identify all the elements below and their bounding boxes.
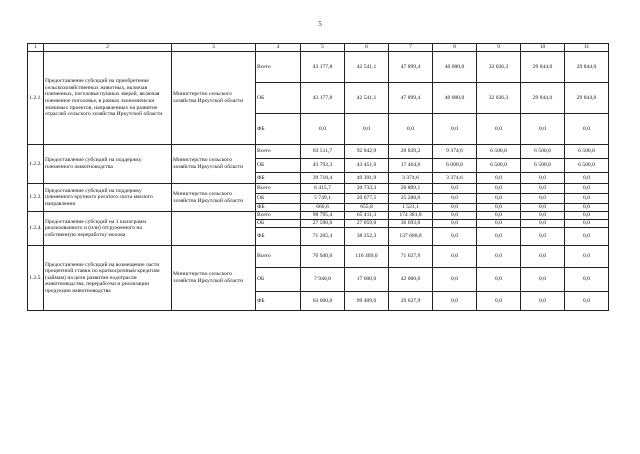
value-cell: 40 000,0 <box>433 83 477 114</box>
value-cell: 9 374,6 <box>433 145 477 159</box>
row-department: Министерство сельского хозяйства Иркутской области <box>172 246 256 311</box>
value-cell: 0,0 <box>565 292 609 311</box>
value-cell: 6 000,0 <box>433 159 477 173</box>
value-cell: 29 627,9 <box>389 292 433 311</box>
value-cell: 3 374,6 <box>433 173 477 184</box>
value-cell: 0,0 <box>477 204 521 212</box>
funding-source: Всего <box>256 145 301 159</box>
value-cell: 0,0 <box>477 212 521 220</box>
row-code: 1.2.3. <box>28 184 44 212</box>
funding-source: Всего <box>256 52 301 83</box>
value-cell: 17 464,6 <box>389 159 433 173</box>
value-cell: 0,0 <box>477 194 521 204</box>
column-number-2: 2 <box>44 44 172 52</box>
row-code: 1.2.2. <box>28 145 44 184</box>
table-row <box>28 52 609 83</box>
value-cell: 0,0 <box>477 228 521 246</box>
value-cell: 47 899,4 <box>389 52 433 83</box>
value-cell: 25 288,0 <box>389 194 433 204</box>
row-code: 1.2.5. <box>28 246 44 311</box>
value-cell: 0,0 <box>521 220 565 228</box>
value-cell: 43 177,8 <box>301 83 345 114</box>
value-cell: 6 415,7 <box>301 184 345 194</box>
column-number-row <box>28 44 609 52</box>
value-cell: 0,0 <box>433 212 477 220</box>
value-cell: 43 793,3 <box>301 159 345 173</box>
value-cell: 40 000,0 <box>433 52 477 83</box>
row-name: Предоставление субсидий на приобретение сельскохозяйственных животных, включая племенных, поголовья пушных зверей, включая племенное поголовье, в рамках экономически значимых проектов, направленных на развитие отраслей сельского хозяйства Иркутской области <box>44 52 172 145</box>
table-body <box>28 44 609 311</box>
funding-source: ФБ <box>256 228 301 246</box>
value-cell: 0,0 <box>521 204 565 212</box>
value-cell: 71 627,9 <box>389 246 433 268</box>
funding-source: ФБ <box>256 204 301 212</box>
value-cell: 42 541,1 <box>345 52 389 83</box>
value-cell: 32 036,3 <box>477 52 521 83</box>
value-cell: 0,0 <box>433 228 477 246</box>
row-code: 1.2.4. <box>28 212 44 246</box>
funding-source: ФБ <box>256 173 301 184</box>
column-number-5: 5 <box>301 44 345 52</box>
column-number-4: 4 <box>256 44 301 52</box>
value-cell: 0,0 <box>521 114 565 145</box>
column-number-1: 1 <box>28 44 44 52</box>
value-cell: 70 940,0 <box>301 246 345 268</box>
value-cell: 0,0 <box>521 246 565 268</box>
value-cell: 666,6 <box>301 204 345 212</box>
value-cell: 6 500,0 <box>565 145 609 159</box>
value-cell: 42 000,0 <box>389 268 433 292</box>
value-cell: 38 352,3 <box>345 228 389 246</box>
row-department: Министерство сельского хозяйства Иркутской области <box>172 145 256 184</box>
value-cell: 0,0 <box>433 114 477 145</box>
value-cell: 99 409,0 <box>345 292 389 311</box>
value-cell: 29 844,0 <box>565 52 609 83</box>
row-name: Предоставление субсидий на 1 килограмм реализованного и (или) отгруженного на собственную переработку молока <box>44 212 172 246</box>
value-cell: 7 940,0 <box>301 268 345 292</box>
value-cell: 137 688,8 <box>389 228 433 246</box>
value-cell: 49 391,9 <box>345 173 389 184</box>
value-cell: 6 500,0 <box>477 145 521 159</box>
value-cell: 98 795,4 <box>301 212 345 220</box>
value-cell: 65 411,3 <box>345 212 389 220</box>
column-number-10: 10 <box>521 44 565 52</box>
funding-source: ОБ <box>256 268 301 292</box>
value-cell: 3 374,6 <box>389 173 433 184</box>
value-cell: 43 451,0 <box>345 159 389 173</box>
budget-table <box>27 43 609 311</box>
value-cell: 32 036,3 <box>477 83 521 114</box>
value-cell: 20 077,5 <box>345 194 389 204</box>
value-cell: 0,0 <box>565 220 609 228</box>
value-cell: 83 511,7 <box>301 145 345 159</box>
value-cell: 36 693,0 <box>389 220 433 228</box>
value-cell: 0,0 <box>433 204 477 212</box>
column-number-9: 9 <box>477 44 521 52</box>
value-cell: 17 000,0 <box>345 268 389 292</box>
funding-source: ОБ <box>256 194 301 204</box>
value-cell: 42 541,1 <box>345 83 389 114</box>
value-cell: 39 718,4 <box>301 173 345 184</box>
row-name: Предоставление субсидий на возмещение части процентной ставки по краткосрочным кредитам (займам) на цели развития подотрасли животноводства, переработки и реализации продукции животноводства <box>44 246 172 311</box>
table-row <box>28 212 609 220</box>
value-cell: 6 500,0 <box>521 145 565 159</box>
value-cell: 6 500,0 <box>565 159 609 173</box>
value-cell: 0,0 <box>433 268 477 292</box>
value-cell: 29 844,0 <box>521 52 565 83</box>
value-cell: 0,0 <box>565 204 609 212</box>
value-cell: 0,0 <box>565 114 609 145</box>
table-row <box>28 246 609 268</box>
value-cell: 43 177,8 <box>301 52 345 83</box>
value-cell: 116 409,0 <box>345 246 389 268</box>
value-cell: 0,0 <box>477 173 521 184</box>
value-cell: 29 844,0 <box>565 83 609 114</box>
value-cell: 6 500,0 <box>477 159 521 173</box>
funding-source: Всего <box>256 246 301 268</box>
value-cell: 0,0 <box>565 184 609 194</box>
funding-source: ФБ <box>256 114 301 145</box>
funding-source: Всего <box>256 184 301 194</box>
value-cell: 6 500,0 <box>521 159 565 173</box>
value-cell: 174 381,8 <box>389 212 433 220</box>
value-cell: 0,0 <box>477 220 521 228</box>
column-number-8: 8 <box>433 44 477 52</box>
funding-source: ОБ <box>256 159 301 173</box>
row-department: Министерство сельского хозяйства Иркутской области <box>172 52 256 145</box>
value-cell: 0,0 <box>565 194 609 204</box>
value-cell: 0,0 <box>565 212 609 220</box>
row-department: Министерство сельского хозяйства Иркутской области <box>172 184 256 212</box>
value-cell: 0,0 <box>565 246 609 268</box>
value-cell: 0,0 <box>565 228 609 246</box>
column-number-11: 11 <box>565 44 609 52</box>
funding-source: ОБ <box>256 220 301 228</box>
table-row <box>28 184 609 194</box>
row-code: 1.2.1. <box>28 52 44 145</box>
value-cell: 47 899,4 <box>389 83 433 114</box>
column-number-6: 6 <box>345 44 389 52</box>
value-cell: 0,0 <box>521 194 565 204</box>
value-cell: 655,8 <box>345 204 389 212</box>
funding-source: ОБ <box>256 83 301 114</box>
value-cell: 63 000,0 <box>301 292 345 311</box>
value-cell: 92 842,9 <box>345 145 389 159</box>
funding-source: ФБ <box>256 292 301 311</box>
column-number-3: 3 <box>172 44 256 52</box>
value-cell: 0,0 <box>389 114 433 145</box>
value-cell: 0,0 <box>345 114 389 145</box>
page-number: 5 <box>318 20 322 28</box>
value-cell: 5 749,1 <box>301 194 345 204</box>
row-name: Предоставление субсидий на поддержку племенного крупного рогатого скота мясного направления <box>44 184 172 212</box>
value-cell: 0,0 <box>521 268 565 292</box>
value-cell: 0,0 <box>433 184 477 194</box>
value-cell: 0,0 <box>521 212 565 220</box>
value-cell: 0,0 <box>433 246 477 268</box>
value-cell: 26 809,1 <box>389 184 433 194</box>
value-cell: 0,0 <box>301 114 345 145</box>
table-row <box>28 145 609 159</box>
value-cell: 29 844,0 <box>521 83 565 114</box>
value-cell: 0,0 <box>521 173 565 184</box>
value-cell: 0,0 <box>521 184 565 194</box>
value-cell: 20 733,3 <box>345 184 389 194</box>
value-cell: 27 590,0 <box>301 220 345 228</box>
row-department <box>172 212 256 246</box>
value-cell: 0,0 <box>565 173 609 184</box>
value-cell: 0,0 <box>433 194 477 204</box>
value-cell: 0,0 <box>477 268 521 292</box>
value-cell: 0,0 <box>477 114 521 145</box>
value-cell: 0,0 <box>565 268 609 292</box>
value-cell: 20 839,2 <box>389 145 433 159</box>
value-cell: 0,0 <box>433 292 477 311</box>
value-cell: 27 059,0 <box>345 220 389 228</box>
column-number-7: 7 <box>389 44 433 52</box>
row-name: Предоставление субсидий на поддержку племенного животноводства <box>44 145 172 184</box>
value-cell: 0,0 <box>521 292 565 311</box>
value-cell: 0,0 <box>521 228 565 246</box>
funding-source: Всего <box>256 212 301 220</box>
value-cell: 0,0 <box>477 292 521 311</box>
value-cell: 0,0 <box>477 184 521 194</box>
value-cell: 0,0 <box>433 220 477 228</box>
value-cell: 1 521,1 <box>389 204 433 212</box>
value-cell: 0,0 <box>477 246 521 268</box>
value-cell: 71 205,4 <box>301 228 345 246</box>
